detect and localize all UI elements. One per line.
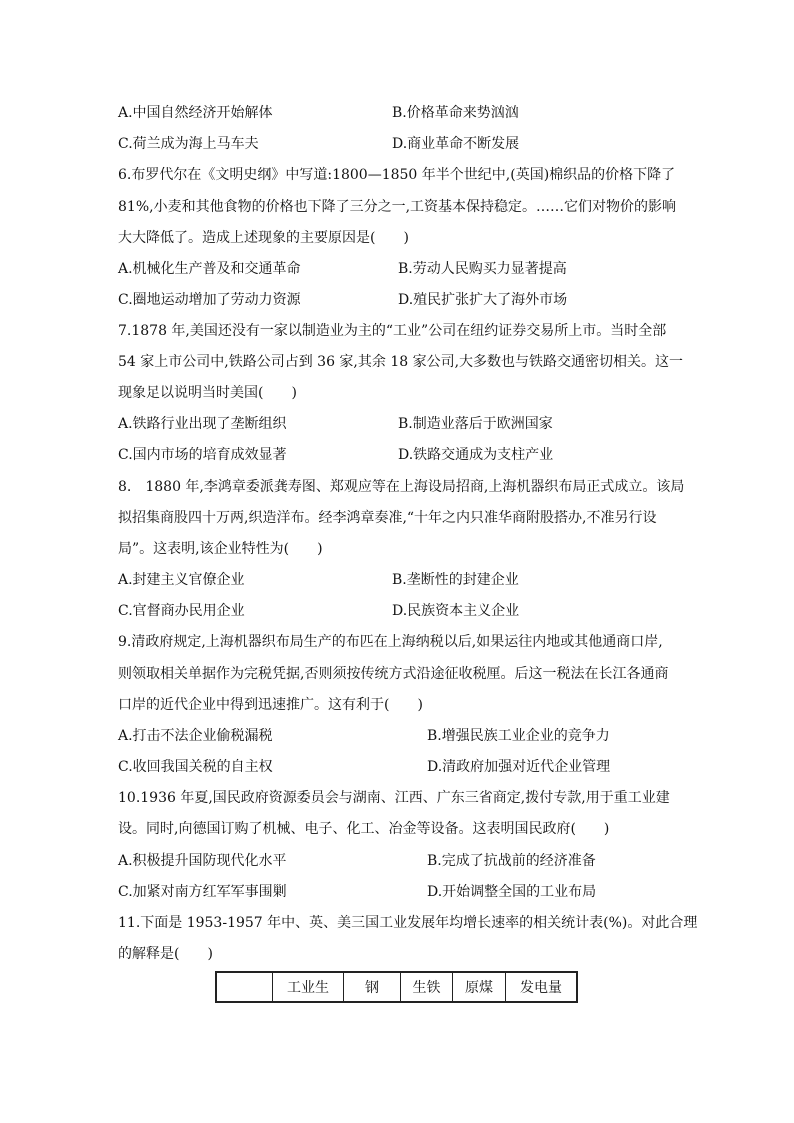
- q5-option-c: C.荷兰成为海上马车夫: [118, 136, 259, 152]
- q6-option-d: D.殖民扩张扩大了海外市场: [398, 292, 568, 308]
- q8-option-a: A.封建主义官僚企业: [118, 572, 245, 588]
- q7-stem-line-3: 现象足以说明当时美国( ): [118, 385, 297, 401]
- q7-option-d: D.铁路交通成为支柱产业: [398, 447, 554, 463]
- q7-option-a: A.铁路行业出现了垄断组织: [118, 416, 287, 432]
- q8-stem-line-2: 拟招集商股四十万两,织造洋布。经李鸿章奏准,“十年之内只准华商附股搭办,不准另行设: [118, 510, 657, 526]
- q10-stem-line-2: 设。同时,向德国订购了机械、电子、化工、冶金等设备。这表明国民政府( ): [118, 821, 610, 837]
- q11-stem-line-1: 11.下面是 1953-1957 年中、英、美三国工业发展年均增长速率的相关统计表(%)。对此合理: [118, 915, 698, 931]
- table-header-cell: 发电量: [506, 972, 578, 1002]
- q9-option-a: A.打击不法企业偷税漏税: [118, 728, 273, 744]
- q8-stem-line-3: 局”。这表明,该企业特性为( ): [118, 541, 323, 557]
- q6-stem-line-1: 6.布罗代尔在《文明史纲》中写道:1800—1850 年半个世纪中,(英国)棉织品的价格下降了: [118, 167, 676, 183]
- q9-stem-line-3: 口岸的近代企业中得到迅速推广。这有利于( ): [118, 697, 423, 713]
- q5-option-d: D.商业革命不断发展: [392, 136, 520, 152]
- q10-option-b: B.完成了抗战前的经济准备: [427, 853, 596, 869]
- q5-option-a: A.中国自然经济开始解体: [118, 105, 273, 121]
- q7-stem-line-2: 54 家上市公司中,铁路公司占到 36 家,其余 18 家公司,大多数也与铁路交通密切相关。这一: [118, 354, 684, 370]
- table-header-row: [216, 972, 577, 1002]
- q9-option-d: D.清政府加强对近代企业管理: [427, 759, 611, 775]
- q6-stem-line-3: 大大降低了。造成上述现象的主要原因是( ): [118, 230, 409, 246]
- q9-option-b: B.增强民族工业企业的竞争力: [427, 728, 610, 744]
- table-header-cell: [216, 972, 273, 1002]
- q8-option-c: C.官督商办民用企业: [118, 603, 245, 619]
- q9-option-c: C.收回我国关税的自主权: [118, 759, 273, 775]
- q6-option-c: C.圈地运动增加了劳动力资源: [118, 292, 301, 308]
- q9-stem-line-2: 则领取相关单据作为完税凭据,否则须按传统方式沿途征收税厘。后这一税法在长江各通商: [118, 666, 669, 682]
- q5-option-b: B.价格革命来势汹汹: [392, 105, 519, 121]
- q9-stem-line-1: 9.清政府规定,上海机器织布局生产的布匹在上海纳税以后,如果运往内地或其他通商口岸,: [118, 634, 663, 650]
- q7-option-c: C.国内市场的培育成效显著: [118, 447, 287, 463]
- q6-stem-line-2: 81%,小麦和其他食物的价格也下降了三分之一,工资基本保持稳定。……它们对物价的影响: [118, 199, 677, 215]
- q10-stem-line-1: 10.1936 年夏,国民政府资源委员会与湖南、江西、广东三省商定,拨付专款,用于重工业建: [118, 790, 670, 806]
- table-header-cell: 钢: [344, 972, 401, 1002]
- table-header-cell: 原煤: [453, 972, 506, 1002]
- q11-stem-line-2: 的解释是( ): [118, 946, 213, 962]
- table-header-cell: 生铁: [401, 972, 453, 1002]
- q6-option-b: B.劳动人民购买力显著提高: [398, 261, 567, 277]
- q7-stem-line-1: 7.1878 年,美国还没有一家以制造业为主的“工业”公司在纽约证券交易所上市。当时全部: [118, 323, 667, 339]
- q8-option-d: D.民族资本主义企业: [392, 603, 520, 619]
- table-header-cell: 工业生: [273, 972, 344, 1002]
- q10-option-a: A.积极提升国防现代化水平: [118, 853, 287, 869]
- statistics-table: [215, 971, 578, 1003]
- q8-stem-line-1: 8. 1880 年,李鸿章委派龚寿图、郑观应等在上海设局招商,上海机器织布局正式成立。该局: [118, 479, 685, 495]
- q6-option-a: A.机械化生产普及和交通革命: [118, 261, 301, 277]
- q10-option-d: D.开始调整全国的工业布局: [427, 884, 597, 900]
- q7-option-b: B.制造业落后于欧洲国家: [398, 416, 553, 432]
- q10-option-c: C.加紧对南方红军军事围剿: [118, 884, 287, 900]
- q8-option-b: B.垄断性的封建企业: [392, 572, 519, 588]
